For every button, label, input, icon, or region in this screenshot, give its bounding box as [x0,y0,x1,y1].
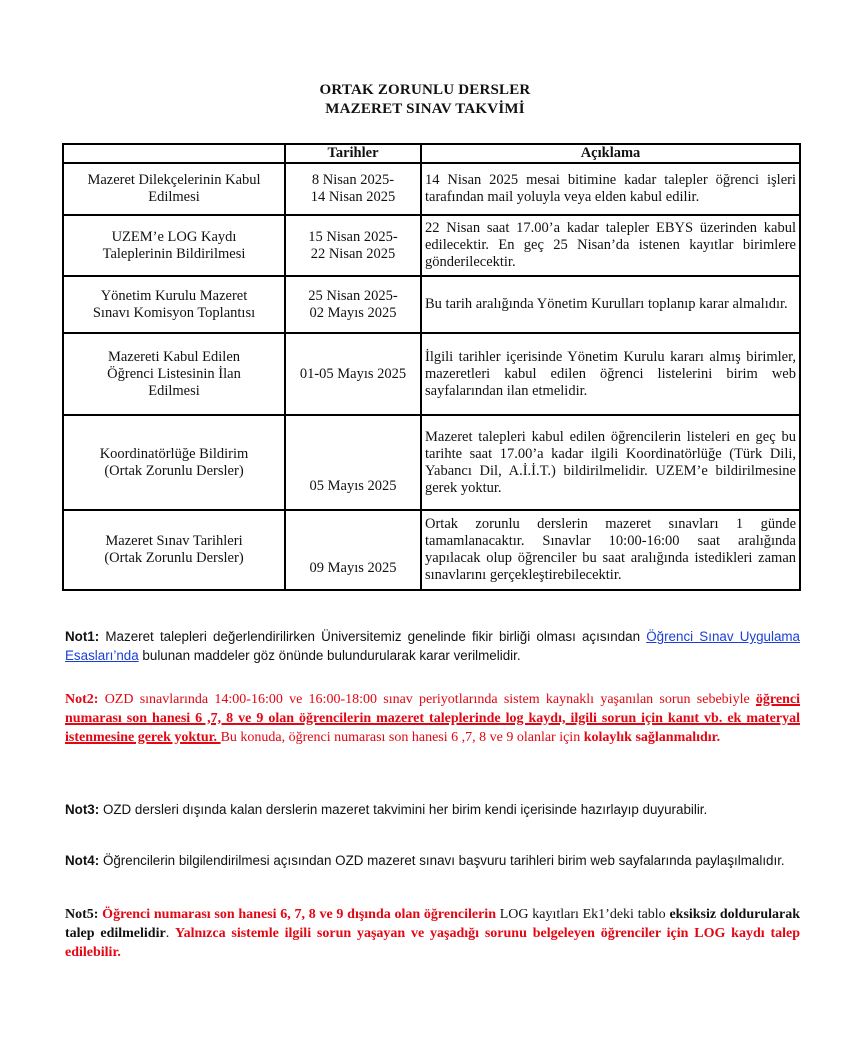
note-3 [65,800,800,819]
note-label: Not4: [65,853,100,868]
item-cell [63,163,285,215]
description-cell: 22 Nisan saat 17.00’a kadar talepler EBYS üzerinden kabul edilecektir. En geç 25 Nisan’da istenen kayıtlar birimlere gönderilecektir. [421,215,800,276]
date-line: 01-05 Mayıs 2025 [299,365,407,382]
note-text: OZD sınavlarında 14:00-16:00 ve 16:00-18:00 sınav periyotlarında sistem kaynaklı yaşanılan sorun sebebiyle [98,692,756,707]
date-cell [285,510,421,590]
item-line: (Ortak Zorunlu Dersler) [104,550,244,566]
note-1 [65,627,800,665]
item-cell [63,510,285,590]
table-row [63,333,800,415]
item-line: Mazereti Kabul Edilen [107,348,241,365]
note-4 [65,851,800,870]
item-line: Sınavı Komisyon Toplantısı [92,304,256,321]
item-cell [63,333,285,415]
note-label: Not2: [65,692,99,707]
table-row [63,215,800,276]
description-cell: Ortak zorunlu derslerin mazeret sınavları 1 günde tamamlanacaktır. Sınavlar 10:00-16:00 saat aralığında yapılacak olup öğrenciler bu saat aralığında istedikleri zaman sınavlarını gerçekleştirebilecektir. [421,510,800,590]
header-description: Açıklama [421,144,800,163]
item-cell [63,276,285,333]
date-cell [285,163,421,215]
date-line: 25 Nisan 2025- [308,287,398,304]
note-emphasis: Öğrenci numarası son hanesi 6, 7, 8 ve 9 dışında olan öğrencilerin [98,907,496,922]
document-title-line1: ORTAK ZORUNLU DERSLER [319,82,531,98]
note-text: bulunan maddeler göz önünde bulundurularak karar verilmelidir. [138,648,521,663]
item-cell [63,415,285,510]
note-emphasis: kolaylık sağlanmalıdır. [583,730,721,745]
description-cell: İlgili tarihler içerisinde Yönetim Kurulu kararı almış birimler, mazeretleri kabul edilen öğrenci listelerini birim web sayfalarından ilan etmelidir. [421,333,800,415]
note-label: Not3: [65,802,100,817]
header-item [63,144,285,163]
note-text: LOG kayıtları Ek1’deki tablo [495,907,670,922]
item-line: Koordinatörlüğe Bildirim [99,445,249,462]
date-cell [285,333,421,415]
date-line: 15 Nisan 2025- [308,228,398,245]
item-cell [63,215,285,276]
date-line: 8 Nisan 2025- [311,172,395,188]
schedule-table [62,143,801,591]
item-line: Mazeret Sınav Tarihleri [105,533,243,549]
note-emphasis: eksiksiz doldurularak talep edilmelidir [65,907,800,941]
item-line: UZEM’e LOG Kaydı [111,228,237,245]
note-text: Öğrencilerin bilgilendirilmesi açısından OZD mazeret sınavı başvuru tarihleri birim web sayfalarında paylaşılmalıdır. [99,853,785,868]
note-text: Bu konuda, öğrenci numarası son hanesi 6 ,7, 8 ve 9 olanlar için [220,730,584,745]
table-row [63,510,800,590]
item-line: Öğrenci Listesinin İlan [107,365,241,382]
note-emphasis: Yalnızca sistemle ilgili sorun yaşayan ve yaşadığı sorunu belgeleyen öğrenciler için LOG kaydı talep edilebilir. [65,926,801,960]
date-line: 09 Mayıs 2025 [309,560,397,576]
sinav-esaslari-link[interactable]: Öğrenci Sınav Uygulama Esasları’nda [65,629,800,663]
item-line: Taleplerinin Bildirilmesi [102,245,246,262]
item-line: Edilmesi [148,189,200,205]
item-line: Mazeret Dilekçelerinin Kabul [87,172,261,188]
table-row [63,163,800,215]
description-cell: Mazeret talepleri kabul edilen öğrencilerin listeleri en geç bu tarihte saat 17.00’a kadar ilgili Koordinatörlüğe (Türk Dili, Yabancı Dil, A.İ.İ.T.) bildirilmelidir. UZEM’e bildirilmesine gerek yoktur. [421,415,800,510]
date-cell [285,215,421,276]
description-cell: Bu tarih aralığında Yönetim Kurulları toplanıp karar almalıdır. [421,276,800,333]
table-row [63,276,800,333]
description-cell: 14 Nisan 2025 mesai bitimine kadar talepler öğrenci işleri tarafından mail yoluyla veya elden kabul edilir. [421,163,800,215]
document-title-line2: MAZERET SINAV TAKVİMİ [325,101,525,117]
note-5 [65,905,800,962]
note-2 [65,690,800,747]
date-line: 22 Nisan 2025 [310,245,396,262]
note-label: Not1: [65,629,100,644]
header-dates: Tarihler [285,144,421,163]
note-emphasis: öğrenci numarası son hanesi 6 ,7, 8 ve 9 olan öğrencilerin mazeret taleplerinde log kaydı, ilgili sorun için kanıt vb. ek materyal istenmesine gerek yoktur. [65,692,800,745]
note-label: Not5: [65,907,99,922]
note-text: Mazeret talepleri değerlendirilirken Üniversitemiz genelinde fikir birliği olması açısından [99,629,647,644]
date-cell [285,276,421,333]
date-line: 05 Mayıs 2025 [309,478,397,494]
table-row [63,415,800,510]
date-line: 02 Mayıs 2025 [309,304,397,321]
note-text: . [165,926,176,941]
item-line: (Ortak Zorunlu Dersler) [104,462,244,479]
note-text: OZD dersleri dışında kalan derslerin mazeret takvimini her birim kendi içerisinde hazırlayıp duyurabilir. [99,802,708,817]
table-header-row [63,144,800,163]
date-cell [285,415,421,510]
date-line: 14 Nisan 2025 [310,189,396,205]
item-line: Edilmesi [148,382,200,399]
item-line: Yönetim Kurulu Mazeret [100,287,248,304]
